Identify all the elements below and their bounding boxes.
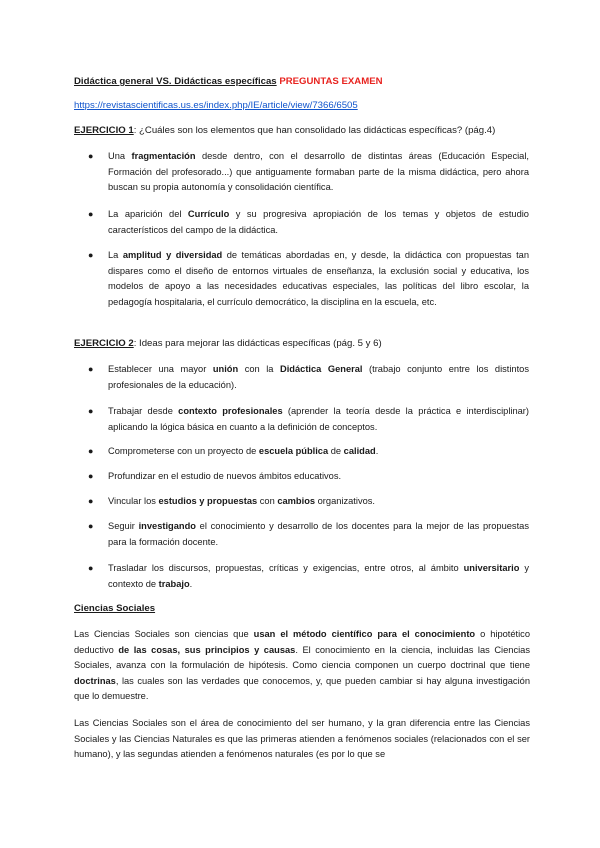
exercise-2-item xyxy=(108,404,529,435)
text-run: La xyxy=(108,250,123,260)
text-run: . xyxy=(189,578,193,589)
exercise-2-item xyxy=(108,561,529,592)
exercise-1-item xyxy=(108,149,529,196)
exercise-2-heading xyxy=(74,337,382,350)
bold-run: de las cosas, sus principios y causas xyxy=(118,644,296,655)
text-run: Una xyxy=(108,151,132,161)
text-run: Comprometerse con un proyecto de xyxy=(108,446,259,456)
bold-run: calidad xyxy=(343,446,376,456)
exercise-2-item xyxy=(108,444,529,460)
text-run: de xyxy=(328,446,344,456)
text-run: o hipotético deductivo xyxy=(74,629,531,655)
bullet-icon: ● xyxy=(88,471,94,481)
text-run: desde dentro, con el desarrollo de distintas áreas (Educación Especial, Formación del profesorado...) que antiguamente formaban parte de la misma didáctica, pero ahora buscan su propia autonomía y consolidación científica. xyxy=(108,151,530,192)
bullet-icon: ● xyxy=(88,496,94,506)
text-run: Las Ciencias Sociales son el área de conocimiento del ser humano, y la gran diferencia entre las Ciencias Sociales y las Ciencias Naturales es que las primeras atienden a fenómenos sociales (relacionados con el ser humano), y las segundas atienden a fenómenos naturales (es por lo que se xyxy=(74,718,530,759)
text-run: y contexto de xyxy=(108,563,529,589)
exercise-2-item xyxy=(108,469,529,485)
bold-run: Currículo xyxy=(187,209,230,219)
bullet-icon: ● xyxy=(88,406,94,416)
bold-run: universitario xyxy=(463,563,520,573)
text-run: Seguir xyxy=(108,521,139,531)
text-run: . El conocimiento en la ciencia, incluidas las Ciencias Sociales, avanza con la formulación de hipótesis. Como ciencia componen un cuerpo doctrinal que tiene xyxy=(74,644,530,670)
title-main: Didáctica general VS. Didácticas específicas xyxy=(74,76,277,87)
bold-run: Didáctica General xyxy=(280,364,363,374)
bold-run: investigando xyxy=(138,521,196,531)
bullet-icon: ● xyxy=(88,521,94,531)
bold-run: cambios xyxy=(277,496,316,506)
text-run: Trasladar los discursos, propuestas, críticas y exigencias, entre otros, al ámbito xyxy=(108,563,464,573)
bullet-icon: ● xyxy=(88,209,94,219)
text-run: de temáticas abordadas en, y desde, la didáctica con propuestas tan dispares como el diseño de entornos virtuales de enseñanza, la exclusión social y educativa, los modelos de apoyo a las necesidades educativas especiales, las políticas del libro escolar, la pedagogía hospitalaria, el currículo democrático, la disciplina en la escuela, etc. xyxy=(108,250,529,307)
text-run: Las Ciencias Sociales son ciencias que xyxy=(74,629,254,639)
bold-run: amplitud y diversidad xyxy=(122,250,223,260)
bold-run: contexto profesionales xyxy=(178,406,283,416)
text-run: con xyxy=(257,496,278,506)
exercise-1-label: EJERCICIO 1 xyxy=(74,125,134,136)
text-run: Vincular los xyxy=(108,496,159,506)
section-heading xyxy=(74,602,155,615)
text-run: (trabajo conjunto entre los distintos profesionales de la educación). xyxy=(108,364,529,390)
bullet-icon: ● xyxy=(88,364,94,374)
exercise-1-question: : ¿Cuáles son los elementos que han consolidado las didácticas específicas? (pág.4) xyxy=(133,125,496,136)
bullet-icon: ● xyxy=(88,151,94,161)
exercise-2-label: EJERCICIO 2 xyxy=(74,338,134,349)
article-link-line xyxy=(74,99,358,112)
text-run: Profundizar en el estudio de nuevos ámbitos educativos. xyxy=(108,471,342,481)
document-title xyxy=(74,75,383,88)
paragraph xyxy=(74,716,530,763)
bold-run: fragmentación xyxy=(131,151,196,161)
paragraph xyxy=(74,627,530,705)
text-run: La aparición del xyxy=(108,209,188,219)
bold-run: escuela pública xyxy=(258,446,329,456)
section-heading-text: Ciencias Sociales xyxy=(74,603,156,614)
exercise-2-item xyxy=(108,519,529,550)
text-run: el conocimiento y desarrollo de los docentes para la mejor de las propuestas para la formación docente. xyxy=(108,521,529,547)
bold-run: unión xyxy=(212,364,239,374)
bullet-icon: ● xyxy=(88,563,94,573)
bold-run: usan el método científico para el conocimiento xyxy=(253,629,476,639)
exercise-1-item xyxy=(108,207,529,238)
bold-run: estudios y propuestas xyxy=(158,496,258,506)
text-run: Trabajar desde xyxy=(108,406,179,416)
text-run: (aprender la teoría desde la práctica e interdisciplinar) aplicando la lógica básica en cuanto a la definición de conceptos. xyxy=(108,406,529,432)
text-run: . xyxy=(375,446,379,456)
exercise-2-item xyxy=(108,494,529,510)
exercise-2-item xyxy=(108,362,529,393)
text-run: , las cuales son las verdades que conocemos, y, que pueden cambiar si hay alguna investigación que lo demuestre. xyxy=(74,675,530,701)
article-link[interactable]: https://revistascientificas.us.es/index.php/IE/article/view/7366/6505 xyxy=(74,100,358,111)
title-tag: PREGUNTAS EXAMEN xyxy=(279,76,383,87)
bold-run: trabajo xyxy=(158,578,190,589)
text-run: con la xyxy=(238,364,280,374)
bold-run: doctrinas xyxy=(74,675,116,686)
bullet-icon: ● xyxy=(88,446,94,456)
text-run: Establecer una mayor xyxy=(108,364,213,374)
exercise-2-question: : Ideas para mejorar las didácticas específicas (pág. 5 y 6) xyxy=(133,338,382,349)
bullet-icon: ● xyxy=(88,250,94,260)
exercise-1-heading xyxy=(74,124,495,137)
text-run: organizativos. xyxy=(315,496,375,506)
text-run: y su progresiva apropiación de los temas y objetos de estudio característicos del campo de la didáctica. xyxy=(108,209,529,235)
exercise-1-item xyxy=(108,248,529,310)
